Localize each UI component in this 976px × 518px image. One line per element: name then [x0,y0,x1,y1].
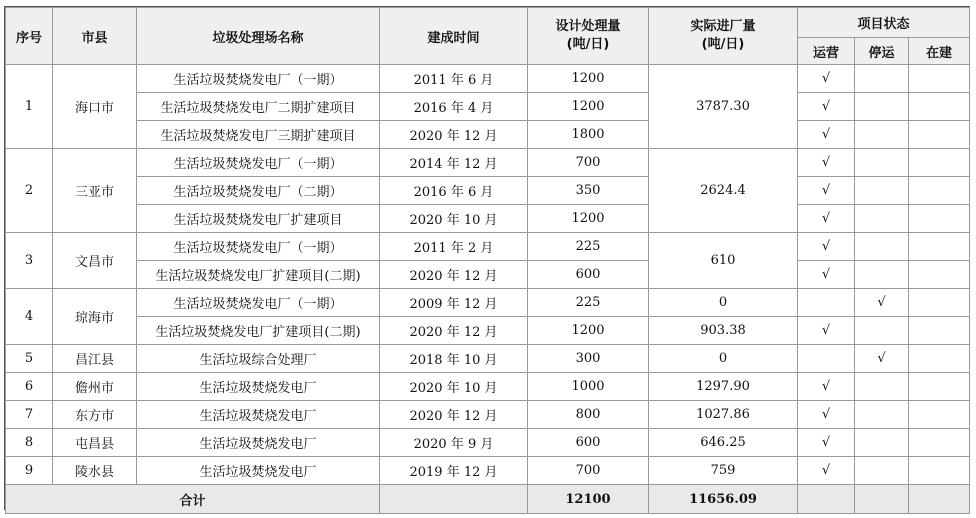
cell-design-capacity: 1800 [528,121,649,149]
cell-status-suspended [855,205,909,233]
header-design-capacity [528,8,649,65]
cell-built-time: 2020 年 10 月 [380,205,528,233]
cell-status-suspended: √ [855,289,909,317]
header-plant-name: 垃圾处理场名称 [137,8,380,65]
cell-index: 9 [6,457,53,485]
header-actual-intake [649,8,798,65]
cell-status-operating: √ [798,205,855,233]
cell-design-capacity: 800 [528,401,649,429]
header-built-time: 建成时间 [380,8,528,65]
cell-status-suspended [855,261,909,289]
cell-built-time: 2009 年 12 月 [380,289,528,317]
cell-status-building [909,233,970,261]
cell-status-building [909,121,970,149]
header-county: 市县 [53,8,137,65]
cell-plant-name: 生活垃圾焚烧发电厂（一期） [137,289,380,317]
cell-county: 琼海市 [53,289,137,345]
total-empty-cell [798,485,855,514]
header-design-capacity-line1: 设计处理量 [555,19,621,34]
cell-status-building [909,149,970,177]
header-status: 项目状态 [798,8,970,38]
table-row [6,345,970,373]
cell-actual-intake: 646.25 [649,429,798,457]
cell-index: 5 [6,345,53,373]
cell-county: 海口市 [53,65,137,149]
cell-status-building [909,93,970,121]
table-row [6,121,970,149]
cell-county: 三亚市 [53,149,137,233]
cell-status-operating: √ [798,401,855,429]
table-row [6,93,970,121]
cell-actual-intake: 0 [649,289,798,317]
cell-status-suspended [855,93,909,121]
cell-status-operating: √ [798,65,855,93]
cell-status-operating [798,289,855,317]
cell-plant-name: 生活垃圾焚烧发电厂（二期） [137,177,380,205]
header-design-capacity-unit: (吨/日) [566,37,610,52]
cell-plant-name: 生活垃圾综合处理厂 [137,345,380,373]
cell-status-building [909,65,970,93]
cell-built-time: 2020 年 12 月 [380,401,528,429]
header-status-suspended: 停运 [855,38,909,65]
cell-plant-name: 生活垃圾焚烧发电厂三期扩建项目 [137,121,380,149]
cell-built-time: 2020 年 12 月 [380,121,528,149]
table-row [6,317,970,345]
cell-status-operating: √ [798,233,855,261]
cell-plant-name: 生活垃圾焚烧发电厂二期扩建项目 [137,93,380,121]
cell-county: 东方市 [53,401,137,429]
cell-status-operating: √ [798,149,855,177]
cell-plant-name: 生活垃圾焚烧发电厂 [137,429,380,457]
cell-index: 6 [6,373,53,401]
cell-status-operating: √ [798,317,855,345]
cell-built-time: 2018 年 10 月 [380,345,528,373]
cell-actual-intake: 1297.90 [649,373,798,401]
cell-design-capacity: 350 [528,177,649,205]
table-row [6,65,970,93]
cell-index: 1 [6,65,53,149]
cell-status-building [909,317,970,345]
header-actual-intake-line1: 实际进厂量 [690,19,756,34]
table-row [6,205,970,233]
cell-index: 4 [6,289,53,345]
cell-built-time: 2014 年 12 月 [380,149,528,177]
cell-status-operating: √ [798,429,855,457]
cell-built-time: 2011 年 2 月 [380,233,528,261]
cell-status-operating: √ [798,373,855,401]
cell-status-suspended [855,317,909,345]
cell-design-capacity: 700 [528,457,649,485]
cell-actual-intake: 1027.86 [649,401,798,429]
cell-design-capacity: 700 [528,149,649,177]
cell-built-time: 2016 年 6 月 [380,177,528,205]
cell-status-building [909,205,970,233]
cell-plant-name: 生活垃圾焚烧发电厂扩建项目(二期) [137,261,380,289]
table-row [6,233,970,261]
table-row [6,177,970,205]
cell-county: 陵水县 [53,457,137,485]
cell-status-suspended [855,429,909,457]
cell-status-building [909,345,970,373]
cell-status-building [909,373,970,401]
cell-design-capacity: 1000 [528,373,649,401]
table-row [6,429,970,457]
header-status-operating: 运营 [798,38,855,65]
cell-actual-intake: 3787.30 [649,65,798,149]
cell-status-operating: √ [798,177,855,205]
table-row [6,261,970,289]
cell-county: 屯昌县 [53,429,137,457]
cell-actual-intake: 903.38 [649,317,798,345]
cell-county: 文昌市 [53,233,137,289]
cell-design-capacity: 600 [528,261,649,289]
cell-status-building [909,289,970,317]
cell-status-operating: √ [798,457,855,485]
cell-plant-name: 生活垃圾焚烧发电厂（一期） [137,149,380,177]
cell-design-capacity: 225 [528,289,649,317]
table-frame [4,6,970,510]
cell-built-time: 2016 年 4 月 [380,93,528,121]
cell-plant-name: 生活垃圾焚烧发电厂扩建项目(二期) [137,317,380,345]
total-empty-cell [909,485,970,514]
cell-index: 8 [6,429,53,457]
header-status-building: 在建 [909,38,970,65]
cell-status-suspended [855,121,909,149]
table-row [6,373,970,401]
total-label: 合计 [6,485,380,514]
cell-status-building [909,177,970,205]
cell-built-time: 2020 年 10 月 [380,373,528,401]
table-row [6,457,970,485]
waste-plant-table [5,7,970,514]
cell-index: 2 [6,149,53,233]
header-actual-intake-unit: (吨/日) [701,37,745,52]
table-row [6,289,970,317]
total-empty-cell [855,485,909,514]
cell-status-operating: √ [798,261,855,289]
total-actual-intake: 11656.09 [649,485,798,514]
cell-plant-name: 生活垃圾焚烧发电厂 [137,373,380,401]
cell-design-capacity: 300 [528,345,649,373]
cell-built-time: 2020 年 9 月 [380,429,528,457]
cell-index: 7 [6,401,53,429]
cell-plant-name: 生活垃圾焚烧发电厂（一期） [137,233,380,261]
cell-actual-intake: 759 [649,457,798,485]
table-row [6,401,970,429]
total-empty-cell [380,485,528,514]
cell-built-time: 2011 年 6 月 [380,65,528,93]
cell-status-building [909,429,970,457]
cell-design-capacity: 1200 [528,205,649,233]
cell-actual-intake: 2624.4 [649,149,798,233]
cell-plant-name: 生活垃圾焚烧发电厂（一期） [137,65,380,93]
cell-status-suspended: √ [855,345,909,373]
cell-status-suspended [855,177,909,205]
cell-actual-intake: 610 [649,233,798,289]
cell-status-suspended [855,233,909,261]
cell-status-suspended [855,401,909,429]
total-design-capacity: 12100 [528,485,649,514]
cell-built-time: 2019 年 12 月 [380,457,528,485]
cell-status-suspended [855,149,909,177]
total-row [6,485,970,514]
cell-status-suspended [855,457,909,485]
cell-plant-name: 生活垃圾焚烧发电厂 [137,457,380,485]
cell-county: 儋州市 [53,373,137,401]
cell-design-capacity: 1200 [528,65,649,93]
cell-design-capacity: 225 [528,233,649,261]
cell-status-building [909,457,970,485]
cell-status-operating [798,345,855,373]
cell-built-time: 2020 年 12 月 [380,261,528,289]
cell-design-capacity: 1200 [528,93,649,121]
cell-plant-name: 生活垃圾焚烧发电厂扩建项目 [137,205,380,233]
cell-status-building [909,401,970,429]
cell-actual-intake: 0 [649,345,798,373]
cell-design-capacity: 1200 [528,317,649,345]
header-index: 序号 [6,8,53,65]
cell-status-operating: √ [798,121,855,149]
cell-status-suspended [855,65,909,93]
cell-built-time: 2020 年 12 月 [380,317,528,345]
cell-plant-name: 生活垃圾焚烧发电厂 [137,401,380,429]
cell-status-operating: √ [798,93,855,121]
cell-index: 3 [6,233,53,289]
cell-county: 昌江县 [53,345,137,373]
cell-design-capacity: 600 [528,429,649,457]
table-row [6,149,970,177]
cell-status-suspended [855,373,909,401]
cell-status-building [909,261,970,289]
